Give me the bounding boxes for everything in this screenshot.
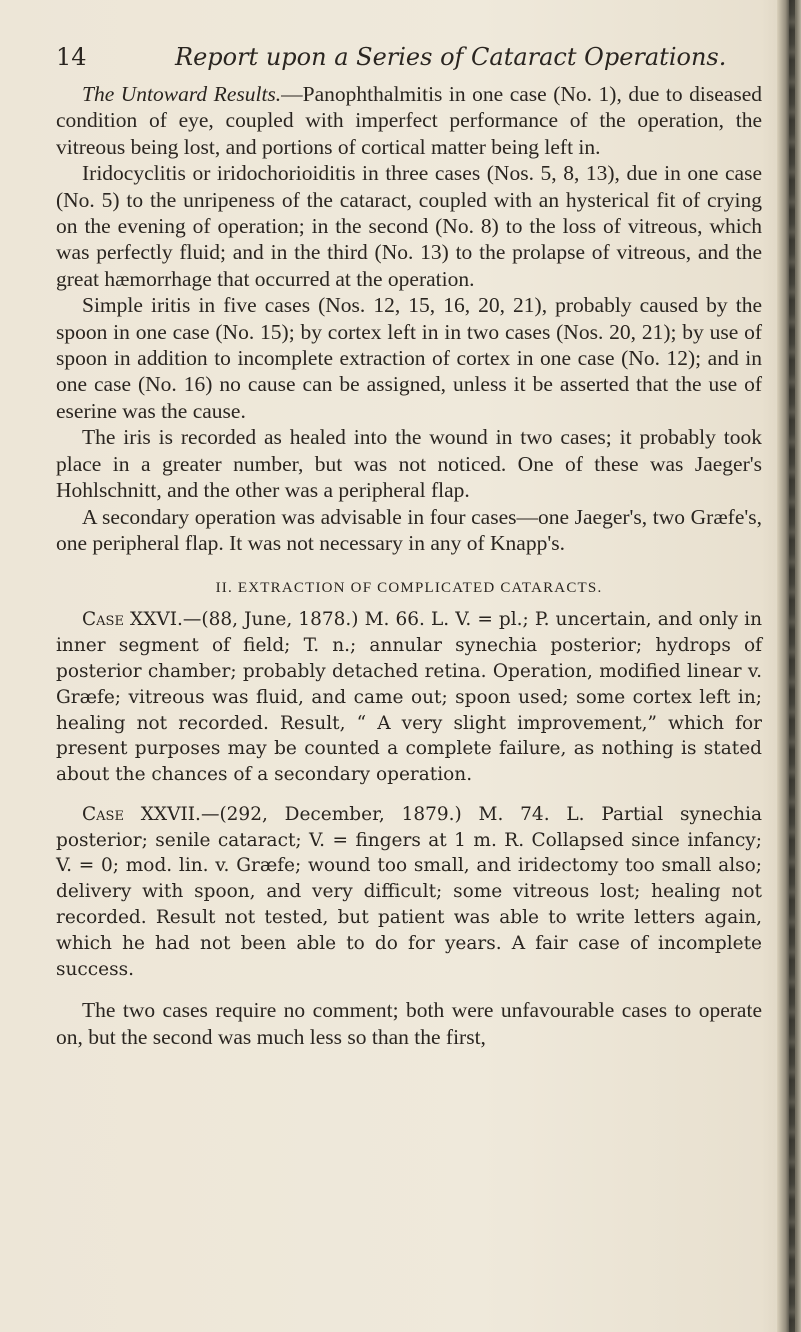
case-xxvii bbox=[56, 802, 762, 983]
paragraph-simple-iritis: Simple iritis in five cases (Nos. 12, 15, 16, 20, 21), probably caused by the spoon in one case (No. 15); by cortex left in in two cases (Nos. 20, 21); by use of spoon in addition to incomplete extraction of cortex in one case (No. 12); and in one case (No. 16) no cause can be assigned, unless it be asserted that the use of eserine was the cause. bbox=[56, 293, 762, 423]
page-number: 14 bbox=[56, 43, 87, 71]
paragraph-iridocyclitis: Iridocyclitis or iridochorioiditis in three cases (Nos. 5, 8, 13), due in one case (No. 5) to the unripeness of the cataract, coupled with an hysterical fit of crying on the evening of operation; in the second (No. 8) to the loss of vitreous, which was perfectly fluid; and in the third (No. 13) to the prolapse of vitreous, and the great hæmorrhage that occurred at the operation. bbox=[56, 161, 762, 291]
section-heading: II. EXTRACTION OF COMPLICATED CATARACTS. bbox=[215, 580, 603, 597]
paragraph-secondary-operation: A secondary operation was advisable in four cases—one Jaeger's, two Græfe's, one peripheral flap. It was not necessary in any of Knapp's. bbox=[56, 504, 762, 555]
paragraph-closing: The two cases require no comment; both were unfavourable cases to operate on, but the second was much less so than the first, bbox=[56, 998, 762, 1049]
body-text bbox=[56, 81, 762, 1050]
paragraph-lead-italic: The Untoward Results. bbox=[82, 82, 282, 106]
case-label: Case XXVI. bbox=[82, 609, 183, 631]
page-title: Report upon a Series of Cataract Operations. bbox=[175, 43, 727, 71]
paragraph-text: —Panophthalmitis in one case (No. 1), due to diseased condition of eye, coupled with imperfect performance of the operation, the vitreous being lost, and portions of cortical matter being left in. bbox=[56, 82, 762, 159]
case-label: Case XXVII. bbox=[82, 803, 201, 825]
case-text: —(292, December, 1879.) M. 74. L. Partial synechia posterior; senile cataract; V. = fingers at 1 m. R. Collapsed since infancy; V. = 0; mod. lin. v. Græfe; wound too small, and iridectomy too small also; delivery with spoon, and very difficult; some vitreous lost; healing not recorded. Result not tested, but patient was able to write letters again, which he had not been able to do for years. A fair case of incomplete success. bbox=[56, 803, 762, 980]
running-head bbox=[56, 40, 756, 74]
binding-edge bbox=[789, 0, 795, 1332]
paragraph-untoward-results bbox=[56, 81, 762, 160]
case-text: —(88, June, 1878.) M. 66. L. V. = pl.; P. uncertain, and only in inner segment of field; T. n.; annular synechia posterior; hydrops of posterior chamber; probably detached retina. Operation, modified linear v. Græfe; vitreous was fluid, and came out; spoon used; some cortex left in; healing not recorded. Result, “ A very slight improvement,” which for present purposes may be counted a complete failure, as nothing is stated about the chances of a secondary operation. bbox=[56, 609, 762, 786]
paragraph-iris-healed: The iris is recorded as healed into the wound in two cases; it probably took place in a greater number, but was not noticed. One of these was Jaeger's Hohlschnitt, and the other was a peripheral flap. bbox=[56, 425, 762, 503]
case-xxvi bbox=[56, 607, 762, 788]
